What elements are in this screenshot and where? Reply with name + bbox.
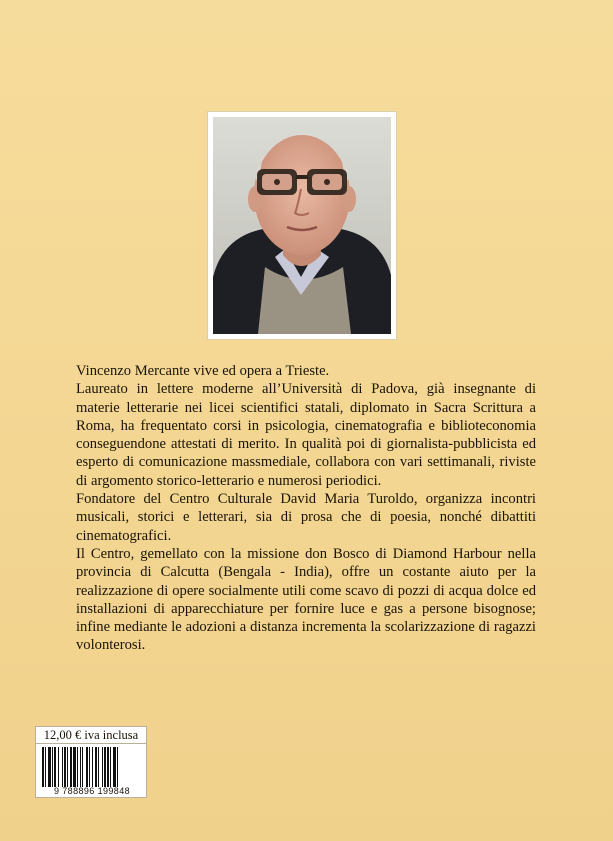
barcode-bar <box>80 747 81 787</box>
bio-paragraph: Vincenzo Mercante vive ed opera a Trieste. <box>76 363 330 379</box>
barcode-bar <box>89 747 90 787</box>
barcode-bar <box>70 747 72 787</box>
barcode-bar <box>54 747 56 787</box>
barcode-bar <box>95 747 97 787</box>
barcode-bar <box>98 747 99 787</box>
barcode-bar <box>82 747 83 787</box>
barcode-bar <box>86 747 88 787</box>
barcode-bar <box>62 747 63 787</box>
bio-paragraph: Fondatore del Centro Culturale David Maria Turoldo, organizza incontri musicali, storici e letterari, sia di prosa che di poesia, nonché dibattiti cinematografici. <box>76 491 536 544</box>
barcode-bar <box>77 747 78 787</box>
barcode-bar <box>110 747 111 787</box>
isbn-number: 9 788896 199848 <box>53 786 131 796</box>
barcode-bar <box>48 747 51 787</box>
barcode-bar <box>113 747 116 787</box>
barcode-bar <box>102 747 103 787</box>
bio-paragraph: Il Centro, gemellato con la missione don Bosco di Diamond Harbour nella provincia di Calcutta (Bengala - India), offre un costante aiuto per la realizzazione di opere socialmente utili come scavo di pozzi di acqua dolce ed installazioni di apparecchiature per fornire luce e gas a persone bisognose; infine mediante le adozioni a distanza incrementa la scolarizzazione di ragazzi volonterosi. <box>76 545 536 654</box>
barcode-bar <box>42 747 44 787</box>
author-biography <box>76 362 536 655</box>
barcode-bar <box>58 747 59 787</box>
bio-paragraph: Laureato in lettere moderne all’Università di Padova, già insegnante di materie letterarie nei licei scientifici statali, diplomato in Sacra Scrittura a Roma, ha frequentato corsi in psicologia, cinematografia e biblioteconomia conseguendone attestati di merito. In qualità poi di giornalista-pubblicista ed esperto di comunicazione massmediale, collabora con vari settimanali, riviste di argomento storico-letterario e numerosi periodici. <box>76 381 536 489</box>
barcode-bar <box>92 747 93 787</box>
barcode-bar <box>104 747 106 787</box>
barcode-bar <box>117 747 118 787</box>
author-photo <box>207 111 397 340</box>
barcode-bar <box>107 747 109 787</box>
author-portrait-photo <box>213 117 391 334</box>
barcode-bar <box>64 747 66 787</box>
barcode-bar <box>45 747 46 787</box>
price-barcode-box <box>35 726 147 798</box>
barcode-bar <box>52 747 53 787</box>
price-label: 12,00 € iva inclusa <box>36 727 146 744</box>
barcode-bar <box>67 747 68 787</box>
barcode-bar <box>73 747 76 787</box>
barcode-icon <box>42 747 140 787</box>
